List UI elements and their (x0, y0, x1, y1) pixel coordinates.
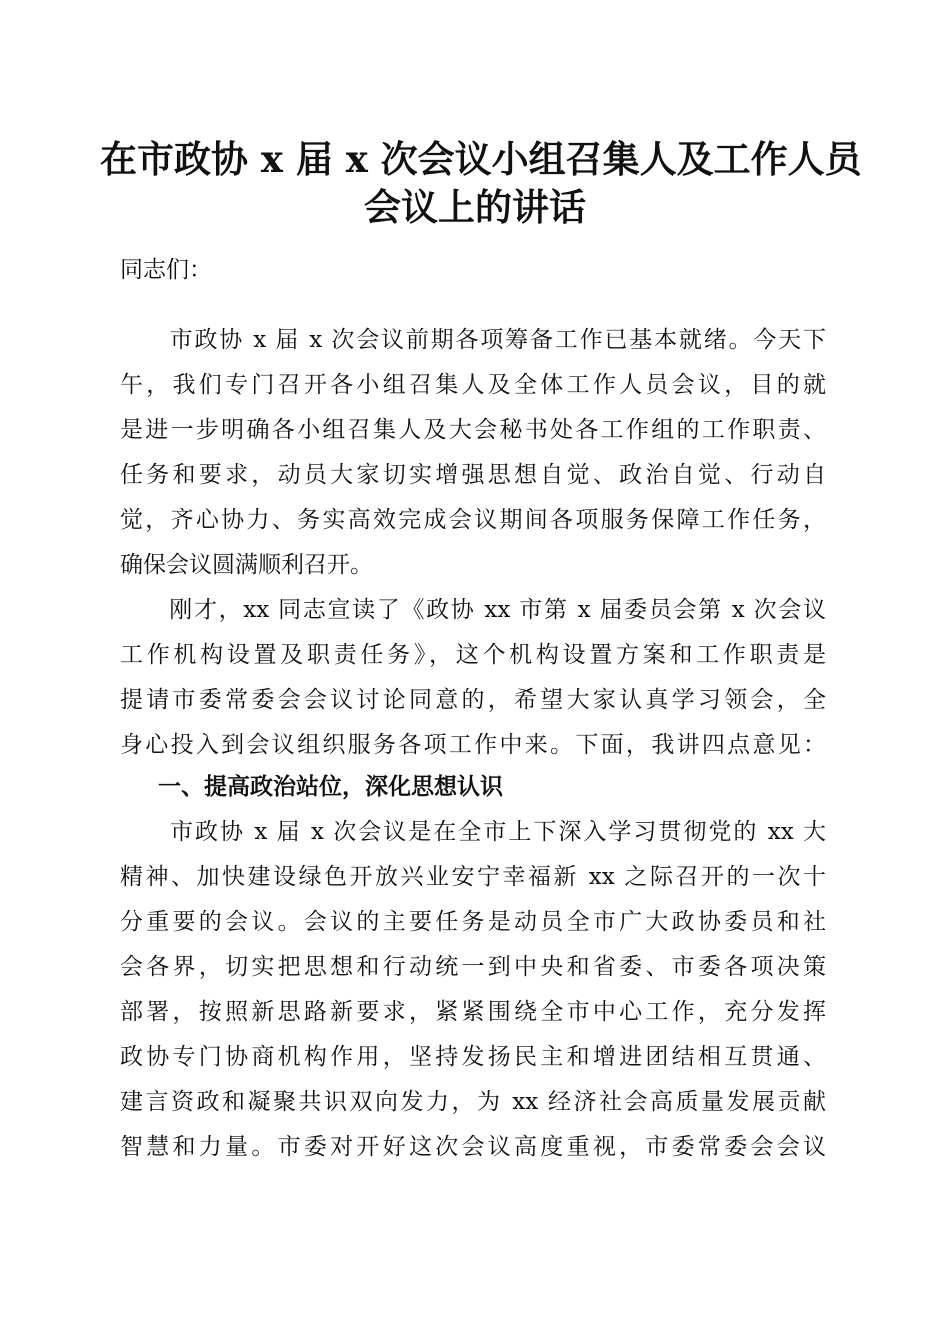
paragraph-2-line: 工作机构设置及职责任务》，这个机构设置方案和工作职责是 (120, 642, 826, 668)
paragraph-1-line: 觉，齐心协力、务实高效完成会议期间各项服务保障工作任务， (120, 507, 826, 533)
paragraph-1-line: 午，我们专门召开各小组召集人及全体工作人员会议，目的就 (120, 372, 826, 398)
document-title-line-1: 在市政协 x 届 x 次会议小组召集人及工作人员 (100, 137, 862, 181)
salutation: 同志们： (120, 257, 212, 283)
paragraph-1-line: 确保会议圆满顺利召开。 (120, 552, 373, 578)
paragraph-3-line: 分重要的会议。会议的主要任务是动员全市广大政协委员和社 (120, 909, 826, 935)
paragraph-2-line: 提请市委常委会会议讨论同意的，希望大家认真学习领会，全 (120, 687, 826, 713)
paragraph-1-line: 市政协 x 届 x 次会议前期各项筹备工作已基本就绪。今天下 (120, 327, 826, 353)
paragraph-2-line: 刚才，xx 同志宣读了《政协 xx 市第 x 届委员会第 x 次会议 (120, 597, 826, 623)
paragraph-3-line: 精神、加快建设绿色开放兴业安宁幸福新 xx 之际召开的一次十 (120, 864, 826, 890)
section-heading-1: 一、提高政治站位，深化思想认识 (158, 774, 503, 800)
paragraph-3-line: 部署，按照新思路新要求，紧紧围绕全市中心工作，充分发挥 (120, 999, 826, 1025)
paragraph-2-line: 身心投入到会议组织服务各项工作中来。下面，我讲四点意见： (120, 732, 826, 758)
paragraph-3-line: 智慧和力量。市委对开好这次会议高度重视，市委常委会会议 (120, 1134, 826, 1160)
paragraph-3-line: 建言资政和凝聚共识双向发力，为 xx 经济社会高质量发展贡献 (120, 1089, 826, 1115)
document-title-line-2: 会议上的讲话 (364, 185, 586, 229)
paragraph-3-line: 政协专门协商机构作用，坚持发扬民主和增进团结相互贯通、 (120, 1044, 826, 1070)
paragraph-3-line: 市政协 x 届 x 次会议是在全市上下深入学习贯彻党的 xx 大 (120, 819, 826, 845)
paragraph-1-line: 是进一步明确各小组召集人及大会秘书处各工作组的工作职责、 (120, 417, 826, 443)
paragraph-1-line: 任务和要求，动员大家切实增强思想自觉、政治自觉、行动自 (120, 462, 826, 488)
paragraph-3-line: 会各界，切实把思想和行动统一到中央和省委、市委各项决策 (120, 954, 826, 980)
